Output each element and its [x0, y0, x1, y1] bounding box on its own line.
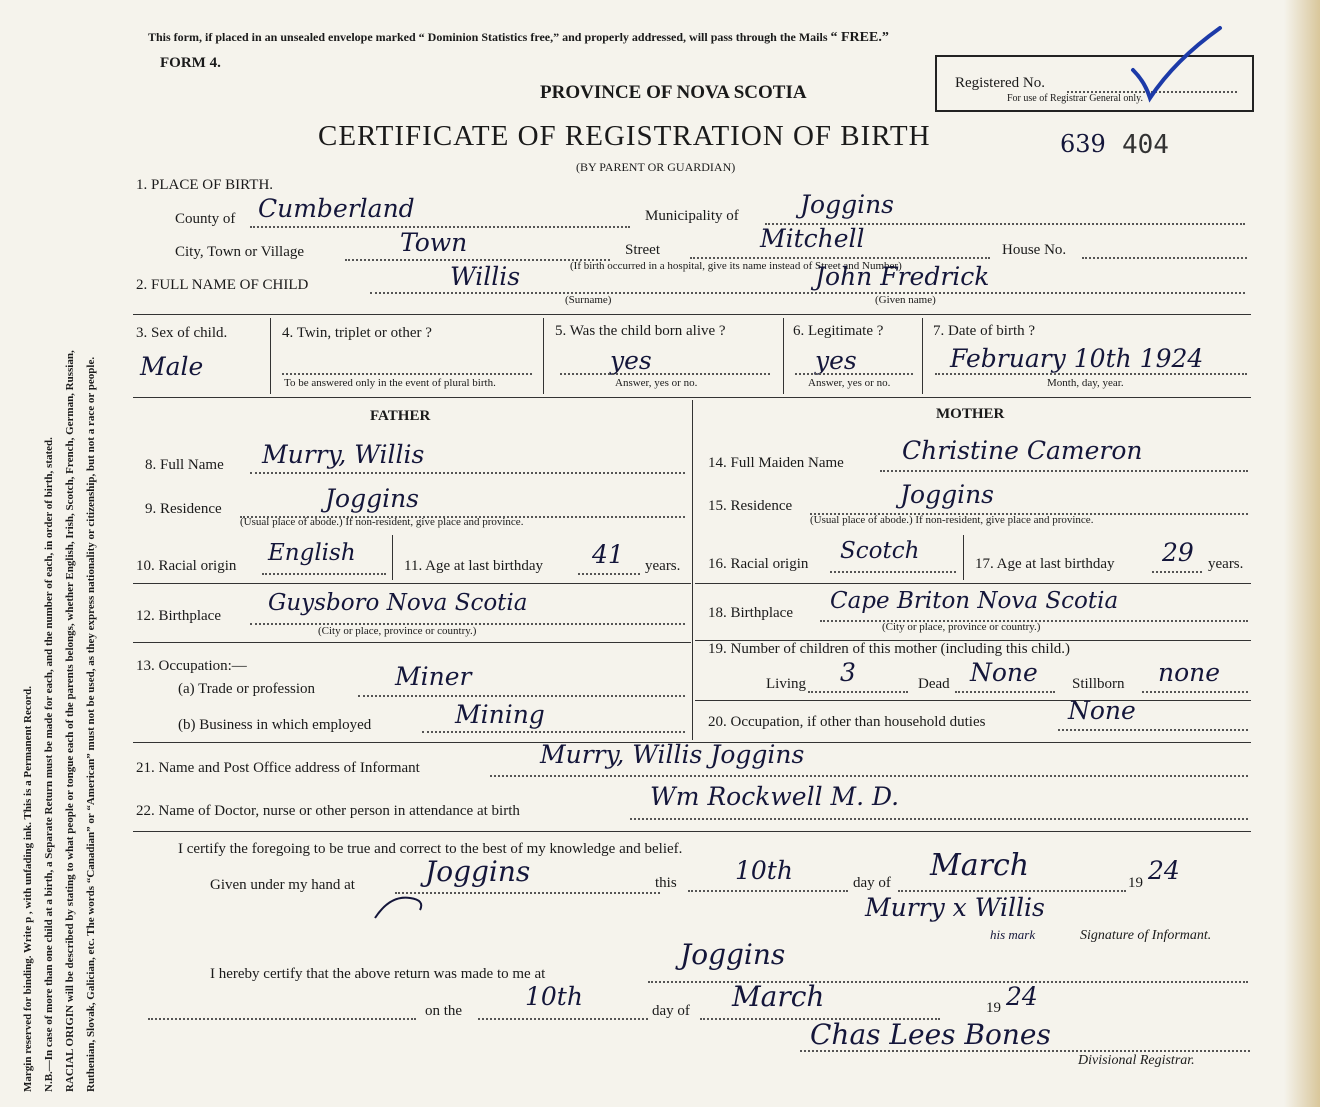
his-mark: his mark: [990, 927, 1036, 942]
given-place-dots: [395, 892, 660, 894]
county-label: County of: [175, 211, 236, 227]
certificate-title: CERTIFICATE OF REGISTRATION OF BIRTH: [318, 120, 931, 152]
certificate-subtitle: (BY PARENT OR GUARDIAN): [576, 160, 736, 174]
registrar-signature-dots: [800, 1050, 1250, 1052]
legitimate-label: 6. Legitimate ?: [793, 323, 884, 339]
mail-notice-free: “ FREE.”: [830, 30, 889, 45]
year-value: 24: [1148, 856, 1180, 885]
on-the-label: on the: [425, 1003, 463, 1019]
alive-label: 5. Was the child born alive ?: [555, 323, 726, 339]
registrar-day-of-label: day of: [652, 1003, 690, 1019]
margin-line-1: Margin reserved for binding. Write p , with unfading ink. This is a Permanent Record.: [22, 685, 34, 1092]
dead-label: Dead: [918, 676, 950, 692]
mother-racial-dots: [830, 571, 956, 573]
mother-name-dots: [880, 470, 1248, 472]
mail-notice-text: This form, if placed in an unsealed envelope marked “ Dominion Statistics free,” and properly addressed, will pass through the Mails: [148, 30, 828, 44]
parent-column-divider: [692, 400, 693, 740]
mother-name-value: Christine Cameron: [902, 436, 1143, 465]
dob-dots: [935, 373, 1247, 375]
county-value: Cumberland: [258, 194, 415, 223]
given-caption: (Given name): [875, 294, 936, 306]
stillborn-value: none: [1158, 658, 1221, 687]
dead-value: None: [970, 658, 1038, 687]
margin-line-4: Ruthenian, Slovak, Galician, etc. The words “Canadian” or “American” must not be used, as they express nationality or citizenship, but not a race or people.: [85, 356, 97, 1092]
column-divider: [783, 318, 784, 394]
year-prefix: 19: [1128, 875, 1143, 891]
dob-note: Month, day, year.: [1047, 377, 1124, 389]
column-divider: [922, 318, 923, 394]
father-birthplace-label: 12. Birthplace: [136, 608, 221, 624]
mother-occupation-value: None: [1068, 696, 1136, 725]
child-name-dots: [370, 292, 1245, 294]
place-of-birth-label: 1. PLACE OF BIRTH.: [136, 177, 274, 193]
child-surname-value: Willis: [450, 262, 521, 291]
mail-notice: [148, 30, 889, 46]
legitimate-value: yes: [815, 346, 857, 375]
father-age-dots: [578, 573, 640, 575]
column-divider: [270, 318, 271, 394]
child-name-label: 2. FULL NAME OF CHILD: [136, 277, 309, 293]
hospital-note: (If birth occurred in a hospital, give its name instead of Street and Number): [570, 260, 902, 272]
alive-note: Answer, yes or no.: [615, 377, 698, 389]
father-name-value: Murry, Willis: [262, 440, 425, 469]
business-value: Mining: [455, 700, 545, 729]
child-given-value: John Fredrick: [815, 262, 990, 291]
mother-birthplace-label: 18. Birthplace: [708, 605, 793, 621]
street-label: Street: [625, 242, 660, 258]
father-residence-note: (Usual place of abode.) If non-resident, give place and province.: [240, 516, 524, 528]
mother-residence-label: 15. Residence: [708, 498, 793, 514]
mother-age-unit: years.: [1208, 556, 1244, 572]
street-value: Mitchell: [760, 224, 865, 253]
legitimate-note: Answer, yes or no.: [808, 377, 891, 389]
cert-number-handwritten: 639: [1060, 130, 1106, 158]
registrar-certify-text: I hereby certify that the above return was made to me at: [210, 966, 546, 982]
informant-dots: [490, 775, 1248, 777]
divider-line: [695, 700, 1251, 701]
signature-flourish-icon: [370, 890, 430, 925]
business-label: (b) Business in which employed: [178, 717, 372, 733]
father-racial-dots: [262, 573, 386, 575]
children-count-label: 19. Number of children of this mother (including this child.): [708, 641, 1071, 657]
checkmark-icon: [1125, 20, 1225, 110]
father-racial-value: English: [268, 540, 356, 566]
mother-racial-label: 16. Racial origin: [708, 556, 809, 572]
month-value: March: [930, 848, 1030, 883]
father-age-label: 11. Age at last birthday: [404, 558, 543, 574]
given-under-label: Given under my hand at: [210, 877, 355, 893]
cert-number-stamped: 404: [1122, 130, 1169, 160]
month-dots: [898, 890, 1126, 892]
sex-value: Male: [140, 352, 204, 381]
registered-no-label: Registered No.: [955, 75, 1045, 91]
informant-signature-caption: Signature of Informant.: [1080, 928, 1212, 943]
trade-dots: [358, 695, 685, 697]
twin-dots: [282, 373, 532, 375]
column-divider: [543, 318, 544, 394]
province-heading: PROVINCE OF NOVA SCOTIA: [540, 82, 807, 103]
day-value: 10th: [735, 856, 793, 885]
mother-birthplace-value: Cape Briton Nova Scotia: [830, 588, 1119, 614]
informant-signature: Murry x Willis: [865, 893, 1045, 922]
divider-line: [133, 583, 691, 584]
twin-label: 4. Twin, triplet or other ?: [282, 325, 432, 341]
margin-notes: [18, 12, 102, 1092]
municipality-value: Joggins: [800, 190, 895, 219]
margin-line-2: N.B.—In case of more than one child at a birth, a Separate Return must be made for each, and the number of each, in order of birth, stated.: [43, 437, 55, 1092]
street-dots: [690, 257, 990, 259]
trade-label: (a) Trade or profession: [178, 681, 316, 697]
registrar-signature: Chas Lees Bones: [810, 1018, 1051, 1051]
divider-line: [133, 831, 1251, 832]
father-heading: FATHER: [370, 408, 431, 424]
mother-occupation-label: 20. Occupation, if other than household duties: [708, 714, 986, 730]
dob-label: 7. Date of birth ?: [933, 323, 1036, 339]
divider-line: [133, 314, 1251, 315]
stillborn-label: Stillborn: [1072, 676, 1125, 692]
municipality-label: Municipality of: [645, 208, 739, 224]
father-birthplace-value: Guysboro Nova Scotia: [268, 590, 528, 616]
form-number: FORM 4.: [160, 55, 221, 71]
father-age-unit: years.: [645, 558, 681, 574]
registrar-year-value: 24: [1006, 982, 1038, 1011]
registrar-place-value: Joggins: [680, 938, 786, 971]
registrar-day-value: 10th: [525, 982, 583, 1011]
mother-residence-value: Joggins: [900, 480, 995, 509]
house-no-label: House No.: [1002, 242, 1067, 258]
trade-value: Miner: [395, 662, 472, 691]
divider-line: [133, 642, 691, 643]
mother-age-dots: [1152, 571, 1202, 573]
certify-text: I certify the foregoing to be true and correct to the best of my knowledge and belief.: [178, 841, 683, 857]
living-value: 3: [840, 658, 856, 687]
father-residence-label: 9. Residence: [145, 501, 222, 517]
dead-dots: [955, 691, 1055, 693]
mother-age-value: 29: [1162, 538, 1194, 567]
city-value: Town: [400, 228, 468, 257]
father-age-value: 41: [592, 540, 624, 569]
registrar-day-dots: [478, 1018, 648, 1020]
house-no-dots: [1082, 257, 1247, 259]
registrar-month-value: March: [732, 980, 825, 1013]
stillborn-dots: [1142, 691, 1248, 693]
day-dots: [688, 890, 848, 892]
business-dots: [422, 731, 685, 733]
paper-edge-stain: [1284, 0, 1320, 1107]
alive-dots: [560, 373, 770, 375]
day-of-label: day of: [853, 875, 891, 891]
registrar-use-note: For use of Registrar General only.: [1007, 93, 1143, 104]
father-name-dots: [250, 472, 685, 474]
mother-heading: MOTHER: [936, 406, 1005, 422]
divider-line: [133, 397, 1251, 398]
sex-label: 3. Sex of child.: [136, 325, 228, 341]
informant-label: 21. Name and Post Office address of Informant: [136, 760, 420, 776]
mother-racial-value: Scotch: [840, 538, 920, 564]
registrar-lead-dots: [148, 1018, 416, 1020]
alive-value: yes: [610, 346, 652, 375]
mother-age-label: 17. Age at last birthday: [975, 556, 1115, 572]
twin-note: To be answered only in the event of plural birth.: [284, 377, 496, 389]
divider-line: [695, 583, 1251, 584]
registrar-year-prefix: 19: [986, 1000, 1001, 1016]
mother-birthplace-note: (City or place, province or country.): [882, 621, 1041, 633]
given-place-value: Joggins: [425, 855, 531, 888]
field-divider: [392, 535, 393, 580]
doctor-label: 22. Name of Doctor, nurse or other person in attendance at birth: [136, 803, 520, 819]
registrar-caption: Divisional Registrar.: [1078, 1053, 1195, 1068]
surname-caption: (Surname): [565, 294, 612, 306]
informant-value: Murry, Willis Joggins: [540, 740, 805, 769]
father-name-label: 8. Full Name: [145, 457, 224, 473]
living-label: Living: [766, 676, 806, 692]
living-dots: [808, 691, 908, 693]
city-label: City, Town or Village: [175, 244, 305, 260]
legitimate-dots: [795, 373, 913, 375]
father-racial-label: 10. Racial origin: [136, 558, 237, 574]
mother-name-label: 14. Full Maiden Name: [708, 455, 844, 471]
mother-occupation-dots: [1058, 729, 1248, 731]
dob-value: February 10th 1924: [950, 344, 1204, 373]
doctor-value: Wm Rockwell M. D.: [650, 782, 900, 811]
mother-residence-note: (Usual place of abode.) If non-resident, give place and province.: [810, 514, 1094, 526]
father-occupation-label: 13. Occupation:—: [136, 658, 247, 674]
doctor-dots: [630, 818, 1248, 820]
father-residence-value: Joggins: [325, 484, 420, 513]
father-birthplace-note: (City or place, province or country.): [318, 625, 477, 637]
margin-line-3: RACIAL ORIGIN will be described by stating to what people or tongue each of the parents belongs, whether English, Irish, Scotch, French, German, Russian,: [64, 350, 76, 1092]
field-divider: [963, 535, 964, 580]
this-label: this: [655, 875, 677, 891]
